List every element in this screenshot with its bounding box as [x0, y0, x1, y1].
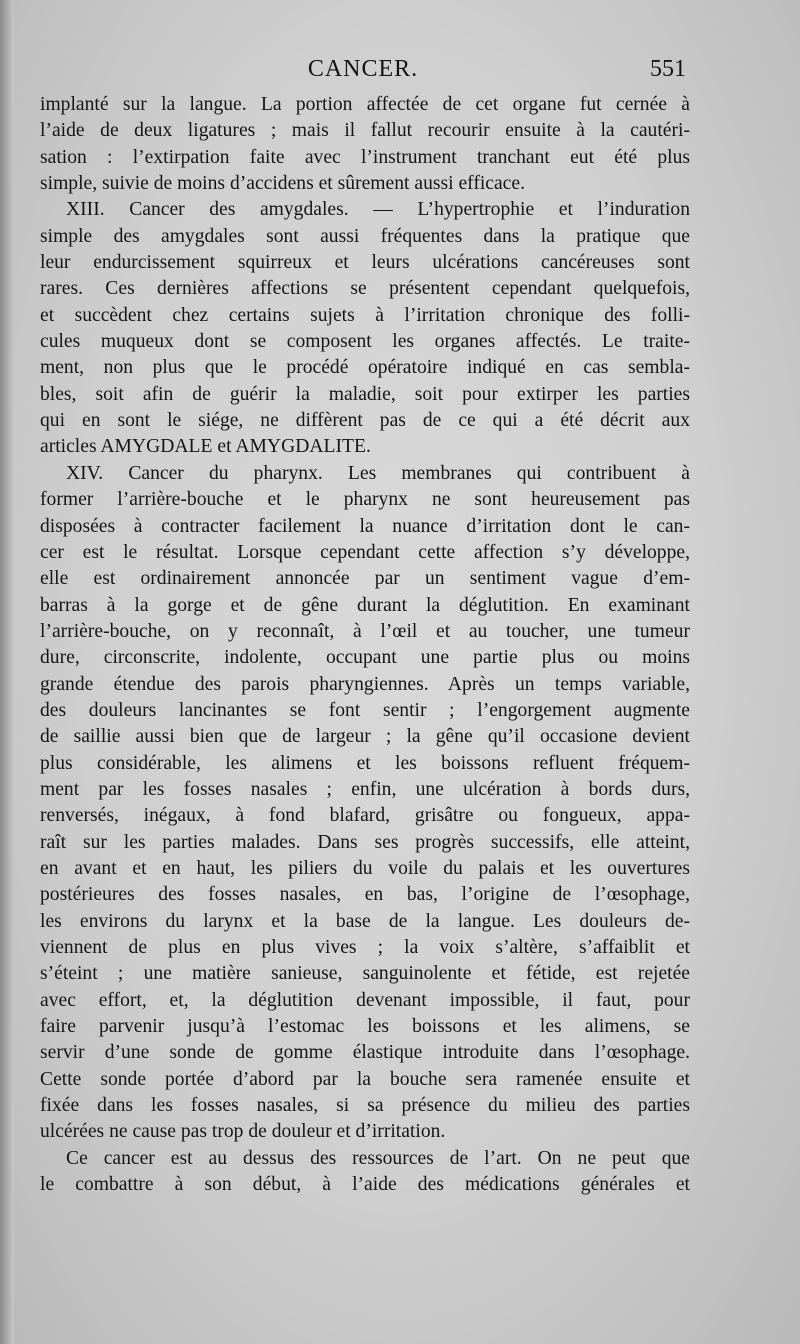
text-line: faire parvenir jusqu’à l’estomac les boissons et les alimens, se — [40, 1016, 690, 1038]
text-line: former l’arrière-bouche et le pharynx ne sont heureusement pas — [40, 489, 690, 511]
section-heading-line: XIII. Cancer des amygdales. — L’hypertrophie et l’induration — [66, 199, 690, 221]
text-line: les environs du larynx et la base de la langue. Les douleurs de- — [40, 910, 690, 932]
section-heading-line: XIV. Cancer du pharynx. Les membranes qui contribuent à — [66, 462, 690, 484]
binding-shadow — [0, 0, 14, 1344]
text-line: viennent de plus en plus vives ; la voix s’altère, s’affaiblit et — [40, 937, 690, 958]
text-line: des douleurs lancinantes se font sentir ; l’engorgement augmente — [40, 699, 690, 721]
text-line: implanté sur la langue. La portion affectée de cet organe fut cernée à — [40, 94, 690, 115]
text-line: grande étendue des parois pharyngiennes. Après un temps variable, — [40, 673, 690, 695]
text-line: dure, circonscrite, indolente, occupant une partie plus ou moins — [40, 647, 690, 669]
text-line: elle est ordinairement annoncée par un sentiment vague d’em- — [40, 568, 690, 590]
text-line: simple des amygdales sont aussi fréquentes dans la pratique que — [40, 225, 690, 247]
text-line: raît sur les parties malades. Dans ses progrès successifs, elle atteint, — [40, 831, 690, 853]
body-text — [40, 92, 690, 1198]
text-line: l’arrière-bouche, on y reconnaît, à l’œil et au toucher, une tumeur — [40, 620, 690, 642]
text-line: Cette sonde portée d’abord par la bouche sera ramenée ensuite et — [40, 1068, 690, 1090]
text-line: qui en sont le siége, ne diffèrent pas de ce qui a été décrit aux — [40, 410, 690, 432]
text-line: le combattre à son début, à l’aide des médications générales et — [40, 1174, 690, 1196]
text-line: en avant et en haut, les piliers du voile du palais et les ouvertures — [40, 857, 690, 879]
text-line: fixée dans les fosses nasales, si sa présence du milieu des parties — [40, 1095, 690, 1117]
text-line: bles, soit afin de guérir la maladie, soit pour extirper les parties — [40, 383, 690, 405]
running-title: CANCER. — [307, 56, 419, 82]
text-line: barras à la gorge et de gêne durant la déglutition. En examinant — [40, 594, 690, 616]
text-line: de saillie aussi bien que de largeur ; la gêne qu’il occasione devient — [40, 726, 690, 748]
text-line: renversés, inégaux, à fond blafard, grisâtre ou fongueux, appa- — [40, 805, 690, 827]
page-number: 551 — [650, 56, 686, 82]
text-line: avec effort, et, la déglutition devenant impossible, il faut, pour — [40, 989, 690, 1011]
text-line: cules muqueux dont se composent les organes affectés. Le traite- — [40, 331, 690, 353]
text-line: articles AMYGDALE et AMYGDALITE. — [40, 436, 371, 458]
text-line: sation : l’extirpation faite avec l’instrument tranchant eut été plus — [40, 146, 690, 168]
text-line: s’éteint ; une matière sanieuse, sanguinolente et fétide, est rejetée — [40, 963, 690, 985]
text-line: ment par les fosses nasales ; enfin, une ulcération à bords durs, — [40, 778, 690, 800]
text-line: et succèdent chez certains sujets à l’irritation chronique des folli- — [40, 304, 690, 326]
text-line: disposées à contracter facilement la nuance d’irritation dont le can- — [40, 515, 690, 537]
text-line: plus considérable, les alimens et les boissons refluent fréquem- — [40, 752, 690, 774]
text-line: rares. Ces dernières affections se présentent cependant quelquefois, — [40, 278, 690, 300]
text-line: postérieures des fosses nasales, en bas, l’origine de l’œsophage, — [40, 884, 690, 906]
text-line: l’aide de deux ligatures ; mais il fallut recourir ensuite à la cautéri- — [40, 120, 690, 142]
text-line: leur endurcissement squirreux et leurs ulcérations cancéreuses sont — [40, 252, 690, 274]
page-header — [40, 56, 686, 90]
text-line: cer est le résultat. Lorsque cependant cette affection s’y développe, — [40, 541, 690, 563]
text-line: Ce cancer est au dessus des ressources de l’art. On ne peut que — [66, 1147, 690, 1169]
text-line: servir d’une sonde de gomme élastique introduite dans l’œsophage. — [40, 1042, 690, 1064]
text-line: ulcérées ne cause pas trop de douleur et d’irritation. — [40, 1121, 446, 1143]
text-line: ment, non plus que le procédé opératoire indiqué en cas sembla- — [40, 357, 690, 379]
text-line: simple, suivie de moins d’accidens et sûrement aussi efficace. — [40, 173, 525, 195]
